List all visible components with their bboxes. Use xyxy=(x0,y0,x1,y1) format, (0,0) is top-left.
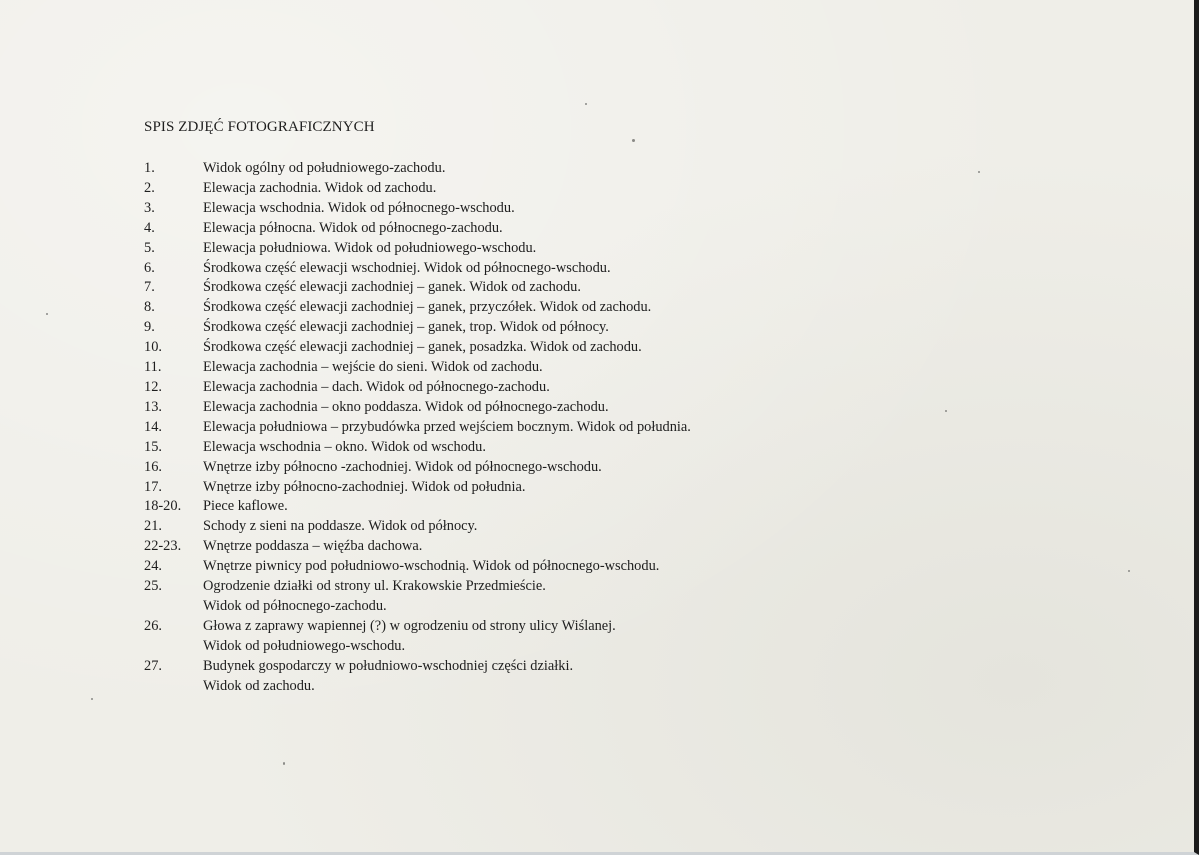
list-item-description xyxy=(203,199,515,219)
list-item-description xyxy=(203,497,288,517)
list-item-number: 4. xyxy=(144,219,155,236)
list-item-line: Wnętrze izby północno -zachodniej. Widok od północnego-wschodu. xyxy=(203,458,602,475)
list-item-description xyxy=(203,478,525,498)
list-item-line: Środkowa część elewacji zachodniej – ganek, trop. Widok od północy. xyxy=(203,319,609,336)
list-item-description xyxy=(203,438,486,458)
list-item xyxy=(144,298,691,318)
list-item-number: 7. xyxy=(144,279,155,296)
list-item-number: 15. xyxy=(144,438,162,455)
list-item-number: 3. xyxy=(144,199,155,216)
list-item xyxy=(144,458,691,478)
list-item-description xyxy=(203,358,543,378)
list-item-line: Widok ogólny od południowego-zachodu. xyxy=(203,160,446,176)
list-item-line: Środkowa część elewacji zachodniej – ganek, przyczółek. Widok od zachodu. xyxy=(203,299,652,316)
list-item xyxy=(144,179,691,199)
list-item xyxy=(144,557,691,577)
list-item-line: Widok od północnego-zachodu. xyxy=(203,597,387,614)
list-item-number: 12. xyxy=(144,378,162,395)
list-item xyxy=(144,239,691,259)
scan-speck xyxy=(46,313,48,315)
list-item-number: 22-23. xyxy=(144,538,182,555)
list-item-description xyxy=(203,298,651,318)
list-item-description xyxy=(203,657,573,697)
list-item-line: Elewacja wschodnia. Widok od północnego-wschodu. xyxy=(203,199,515,216)
list-item-line: Elewacja wschodnia – okno. Widok od wschodu. xyxy=(203,438,486,455)
list-item xyxy=(144,497,691,517)
list-item-number: 26. xyxy=(144,617,162,634)
list-item-line: Elewacja południowa – przybudówka przed wejściem bocznym. Widok od południa. xyxy=(203,418,691,435)
list-item-number: 11. xyxy=(144,359,162,376)
list-item xyxy=(144,338,691,358)
list-item-description xyxy=(203,318,609,338)
scan-speck xyxy=(978,171,980,173)
list-item xyxy=(144,318,691,338)
list-item-number: 24. xyxy=(144,558,162,575)
list-item xyxy=(144,517,691,537)
list-item xyxy=(144,398,691,418)
list-item-line: Elewacja zachodnia – dach. Widok od północnego-zachodu. xyxy=(203,378,550,395)
list-item-line: Elewacja zachodnia – okno poddasza. Widok od północnego-zachodu. xyxy=(203,398,609,415)
list-item-line: Głowa z zaprawy wapiennej (?) w ogrodzeniu od strony ulicy Wiślanej. xyxy=(203,617,616,634)
list-item-description xyxy=(203,219,503,239)
list-item-line: Piece kaflowe. xyxy=(203,498,288,515)
list-item xyxy=(144,537,691,557)
list-item xyxy=(144,159,691,179)
list-item-description xyxy=(203,259,611,279)
list-item-number: 13. xyxy=(144,398,162,415)
scan-speck xyxy=(91,698,93,700)
list-item-description xyxy=(203,557,659,577)
list-item-line: Wnętrze izby północno-zachodniej. Widok od południa. xyxy=(203,478,526,495)
list-item-number: 18-20. xyxy=(144,498,182,515)
list-item xyxy=(144,478,691,498)
list-item xyxy=(144,657,691,697)
list-item-number: 16. xyxy=(144,458,162,475)
scan-speck xyxy=(585,103,587,105)
list-item xyxy=(144,438,691,458)
list-item-line: Środkowa część elewacji zachodniej – ganek. Widok od zachodu. xyxy=(203,279,581,296)
scan-speck xyxy=(632,139,635,142)
list-item-description xyxy=(203,398,609,418)
list-item-description xyxy=(203,338,642,358)
list-item-line: Środkowa część elewacji zachodniej – ganek, posadzka. Widok od zachodu. xyxy=(203,339,642,356)
list-item-line: Elewacja zachodnia. Widok od zachodu. xyxy=(203,179,437,196)
list-item-line: Schody z sieni na poddasze. Widok od północy. xyxy=(203,518,478,535)
list-item-description xyxy=(203,617,616,657)
list-item-number: 17. xyxy=(144,478,162,495)
list-item-line: Elewacja zachodnia – wejście do sieni. Widok od zachodu. xyxy=(203,359,543,376)
list-item xyxy=(144,418,691,438)
list-item xyxy=(144,259,691,279)
list-item-number: 27. xyxy=(144,657,162,674)
list-item-number: 6. xyxy=(144,259,155,276)
list-item-line: Elewacja północna. Widok od północnego-zachodu. xyxy=(203,219,503,236)
list-item-number: 1. xyxy=(144,160,155,176)
scan-speck xyxy=(945,410,947,412)
list-item-description xyxy=(203,537,422,557)
list-item xyxy=(144,378,691,398)
list-item-description xyxy=(203,458,602,478)
list-item-number: 8. xyxy=(144,299,155,316)
list-item xyxy=(144,219,691,239)
list-item-description xyxy=(203,278,581,298)
list-item-number: 21. xyxy=(144,518,162,535)
list-item-line: Widok od zachodu. xyxy=(203,677,315,694)
list-item-line: Ogrodzenie działki od strony ul. Krakowskie Przedmieście. xyxy=(203,578,546,595)
list-item xyxy=(144,278,691,298)
list-item xyxy=(144,358,691,378)
list-item-number: 5. xyxy=(144,239,155,256)
photo-list xyxy=(144,159,691,696)
list-item-number: 9. xyxy=(144,319,155,336)
list-item-line: Wnętrze poddasza – więźba dachowa. xyxy=(203,538,423,555)
list-item-number: 14. xyxy=(144,418,162,435)
list-item-description xyxy=(203,418,691,438)
list-item-description xyxy=(203,159,445,179)
list-item-line: Budynek gospodarczy w południowo-wschodniej części działki. xyxy=(203,657,574,674)
list-item xyxy=(144,617,691,657)
list-item xyxy=(144,199,691,219)
list-item-description xyxy=(203,239,536,259)
list-item-line: Elewacja południowa. Widok od południowego-wschodu. xyxy=(203,239,537,256)
list-item-line: Widok od południowego-wschodu. xyxy=(203,637,406,654)
list-item xyxy=(144,577,691,617)
list-item-line: Wnętrze piwnicy pod południowo-wschodnią. Widok od północnego-wschodu. xyxy=(203,558,660,575)
list-item-description xyxy=(203,577,546,617)
scan-speck xyxy=(1128,570,1130,572)
list-item-line: Środkowa część elewacji wschodniej. Widok od północnego-wschodu. xyxy=(203,259,611,276)
list-item-number: 25. xyxy=(144,578,162,595)
list-item-description xyxy=(203,517,477,537)
list-item-description xyxy=(203,179,436,199)
document-title: SPIS ZDJĘĆ FOTOGRAFICZNYCH xyxy=(144,119,375,135)
scan-speck xyxy=(283,762,285,765)
list-item-number: 2. xyxy=(144,179,155,196)
list-item-description xyxy=(203,378,550,398)
list-item-number: 10. xyxy=(144,339,162,356)
